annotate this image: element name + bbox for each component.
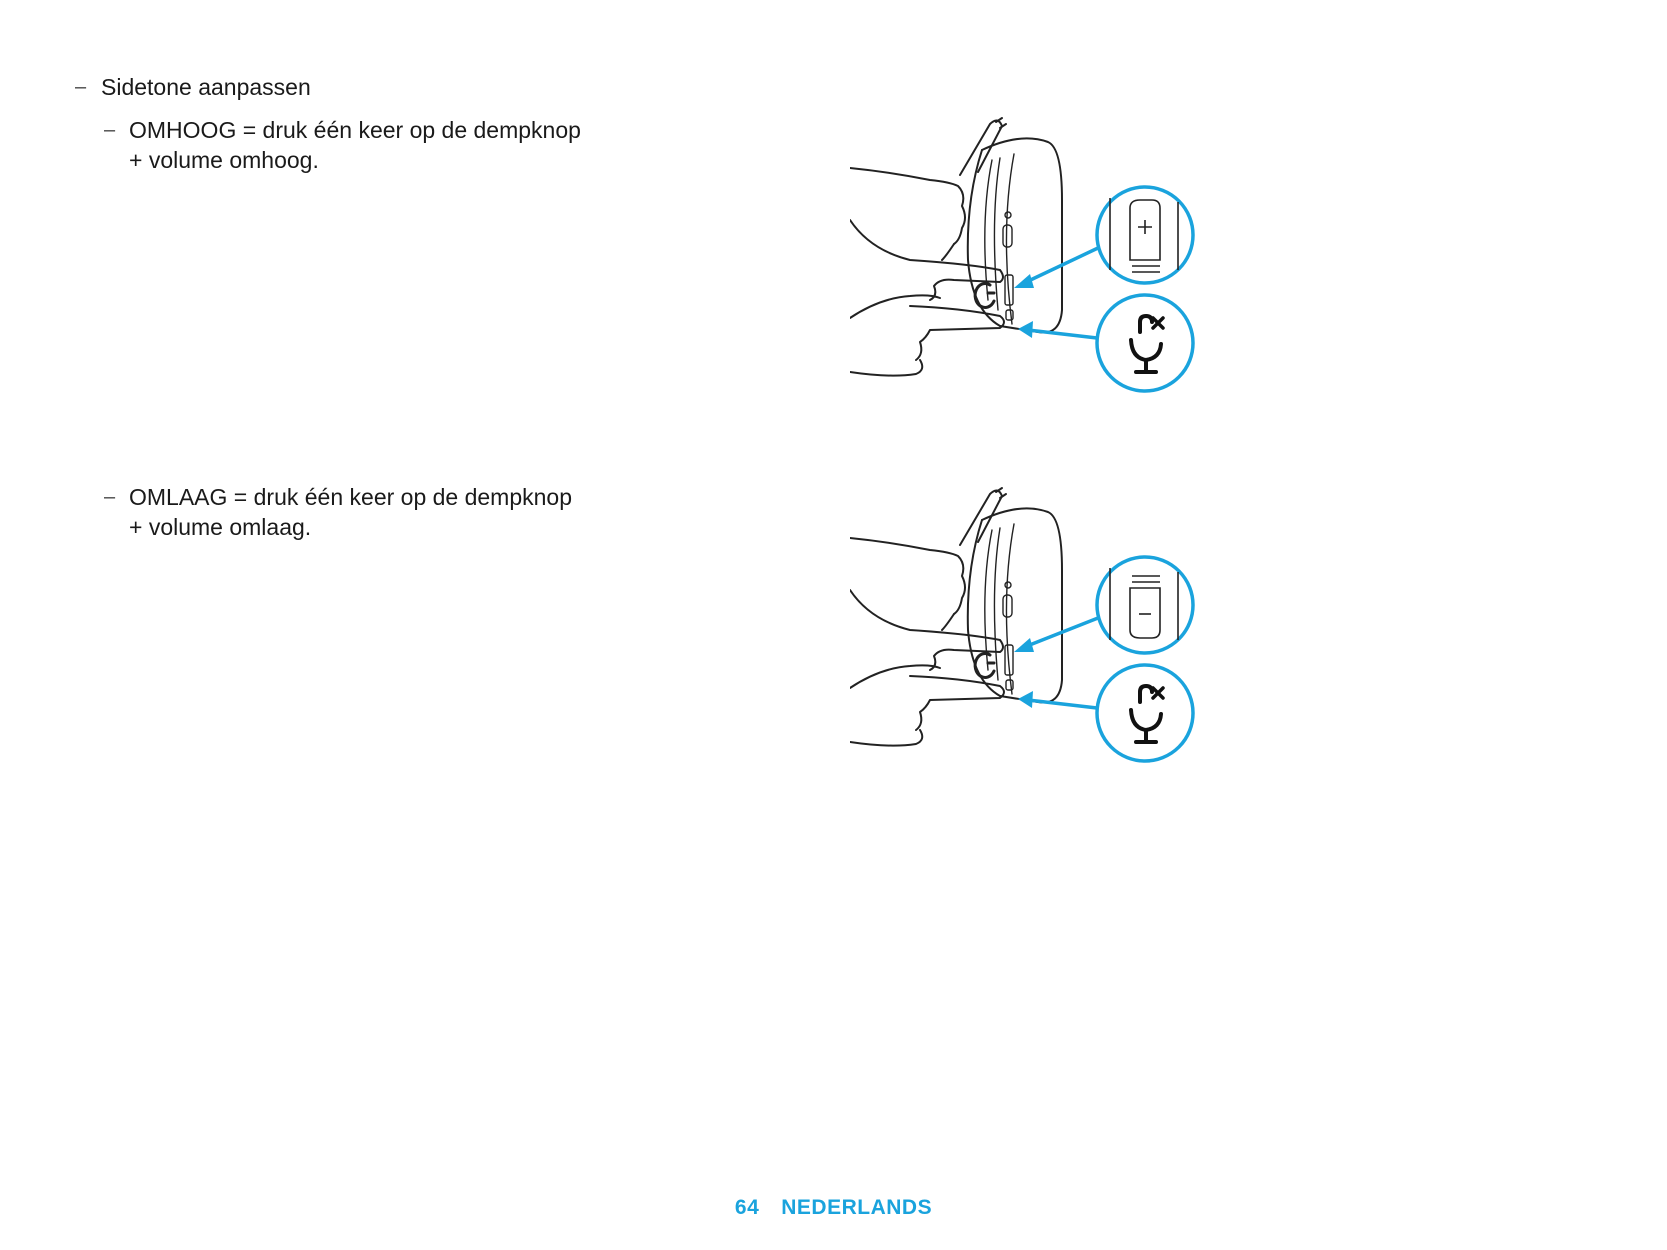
- volume-up-instruction-line1: OMHOOG = druk één keer op de dempknop: [129, 117, 581, 143]
- volume-down-instruction-line1: OMLAAG = druk één keer op de dempknop: [129, 484, 573, 510]
- section-heading: Sidetone aanpassen: [101, 74, 311, 100]
- volume-plus-icon: [1138, 220, 1152, 234]
- volume-up-instruction-line2: + volume omhoog.: [129, 147, 319, 173]
- headset-volume-up-illustration: [850, 110, 1210, 400]
- mic-mute-icon: [1131, 316, 1163, 372]
- volume-down-instruction-line2: + volume omlaag.: [129, 514, 312, 540]
- bullet-dash: –: [104, 486, 116, 508]
- bullet-dash: –: [75, 76, 87, 98]
- mic-mute-icon: [1131, 686, 1163, 742]
- footer-language: NEDERLANDS: [781, 1196, 933, 1219]
- page-number: 64: [734, 1196, 760, 1219]
- bullet-dash: –: [104, 119, 116, 141]
- page-footer: [0, 1196, 1667, 1220]
- headset-volume-down-illustration: [850, 480, 1210, 770]
